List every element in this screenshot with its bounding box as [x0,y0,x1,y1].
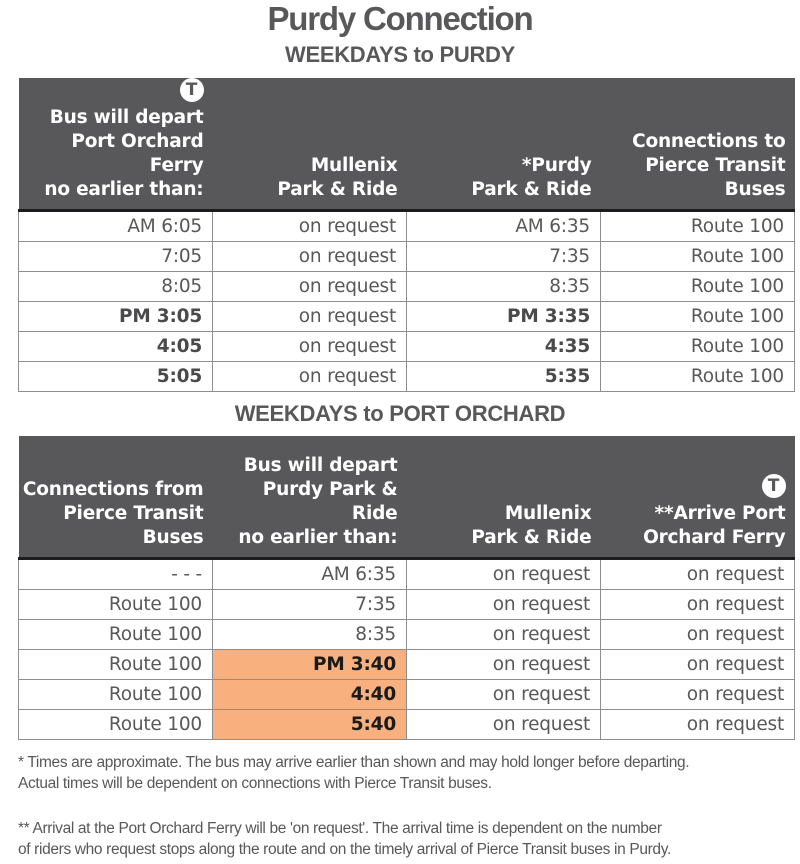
transit-t-icon: T [762,474,786,498]
connection-route: Route 100 [601,362,795,392]
depart-time: 8:05 [19,272,213,302]
table-header-row [19,436,795,558]
mullenix-time: on request [407,558,601,589]
table-row [19,302,795,332]
depart-time-highlighted: PM 3:40 [213,649,407,679]
arrive-time: on request [601,649,795,679]
mullenix-time: on request [407,709,601,739]
connection-route: Route 100 [19,709,213,739]
column-header-depart-purdy: Bus will depart Purdy Park & Ride no earlier than: [213,436,407,558]
arrive-time: on request [601,679,795,709]
arrive-time: on request [601,558,795,589]
table-row [19,362,795,392]
depart-time: 7:35 [213,589,407,619]
mullenix-time: on request [407,679,601,709]
connection-route: Route 100 [601,242,795,272]
table-row [19,242,795,272]
table-row [19,649,795,679]
mullenix-time: on request [213,332,407,362]
arrive-time: on request [601,709,795,739]
column-header-mullenix: Mullenix Park & Ride [407,436,601,558]
connection-route: Route 100 [19,679,213,709]
mullenix-time: on request [407,649,601,679]
column-header-mullenix: Mullenix Park & Ride [213,78,407,211]
table-row [19,558,795,589]
section-heading-to-port-orchard: WEEKDAYS to PORT ORCHARD [234,401,566,426]
column-header-purdy: *Purdy Park & Ride [407,78,601,211]
column-header-depart-port-orchard: T Bus will depart Port Orchard Ferry no earlier than: [19,78,213,211]
table-row [19,332,795,362]
transit-t-icon: T [180,78,204,102]
column-header-connections-to-pierce: Connections to Pierce Transit Buses [601,78,795,211]
arrive-time: on request [601,589,795,619]
purdy-time: 8:35 [407,272,601,302]
depart-time-highlighted: 4:40 [213,679,407,709]
arrive-time: on request [601,619,795,649]
section-heading-to-purdy: WEEKDAYS to PURDY [284,42,515,67]
footnote-times-approximate: * Times are approximate. The bus may arrive earlier than shown and may hold longer before departing. Actual times will be dependent on connections with Pierce Transit buses. [18,754,690,792]
depart-time: 5:05 [19,362,213,392]
depart-time-highlighted: 5:40 [213,709,407,739]
mullenix-time: on request [407,589,601,619]
purdy-time: 4:35 [407,332,601,362]
mullenix-time: on request [213,211,407,242]
mullenix-time: on request [213,272,407,302]
connection-route: - - - [19,558,213,589]
table-row [19,709,795,739]
purdy-time: 5:35 [407,362,601,392]
column-header-connections-from-pierce: Connections from Pierce Transit Buses [19,436,213,558]
depart-time: 8:35 [213,619,407,649]
page-title: Purdy Connection [267,0,533,37]
depart-time: 7:05 [19,242,213,272]
connection-route: Route 100 [19,649,213,679]
depart-time: PM 3:05 [19,302,213,332]
table-row [19,211,795,242]
mullenix-time: on request [407,619,601,649]
mullenix-time: on request [213,362,407,392]
connection-route: Route 100 [601,302,795,332]
purdy-time: PM 3:35 [407,302,601,332]
connection-route: Route 100 [19,589,213,619]
depart-time: AM 6:35 [213,558,407,589]
table-header-row [19,78,795,211]
connection-route: Route 100 [19,619,213,649]
connection-route: Route 100 [601,211,795,242]
depart-time: 4:05 [19,332,213,362]
mullenix-time: on request [213,302,407,332]
purdy-time: 7:35 [407,242,601,272]
schedule-table-to-purdy [18,78,795,392]
depart-time: AM 6:05 [19,211,213,242]
table-row [19,619,795,649]
connection-route: Route 100 [601,332,795,362]
table-row [19,679,795,709]
column-header-arrive-port-orchard: T **Arrive Port Orchard Ferry [601,436,795,558]
connection-route: Route 100 [601,272,795,302]
mullenix-time: on request [213,242,407,272]
schedule-table-to-port-orchard [18,436,795,740]
table-row [19,589,795,619]
table-row [19,272,795,302]
footnote-arrival-on-request: ** Arrival at the Port Orchard Ferry will be 'on request'. The arrival time is dependent on the number of riders who request stops along the route and on the timely arrival of Pierce Transit buses in Purdy. [18,820,671,858]
purdy-time: AM 6:35 [407,211,601,242]
